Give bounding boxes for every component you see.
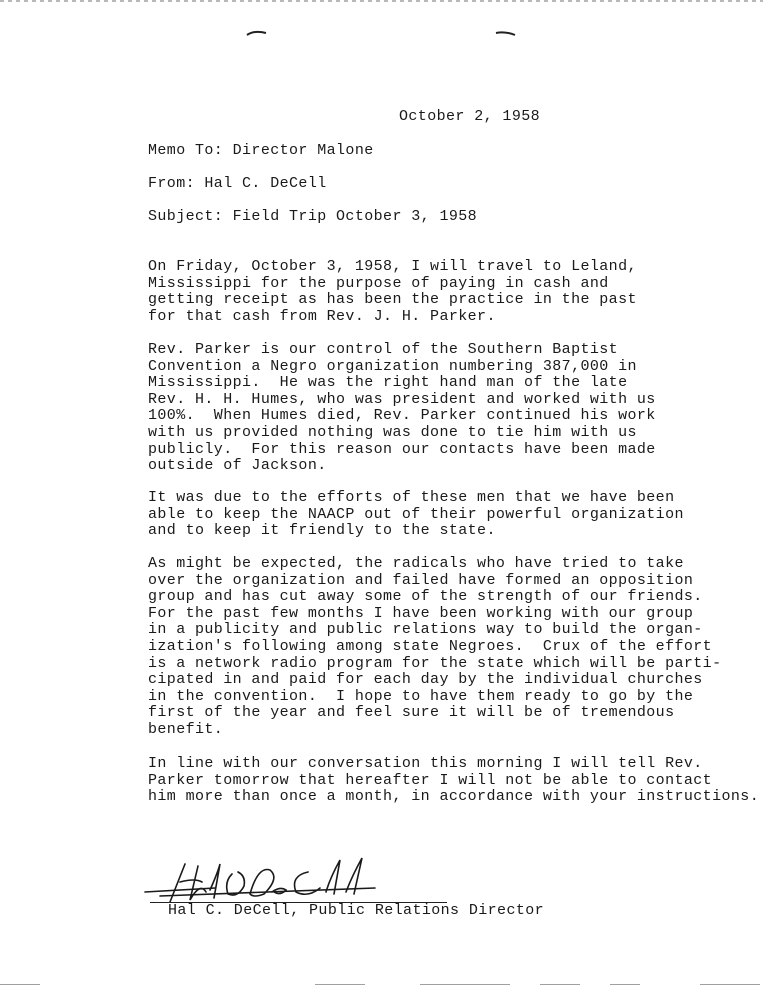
body-line: Rev. H. H. Humes, who was president and worked with us bbox=[148, 390, 656, 408]
memo-from-line: From: Hal C. DeCell bbox=[148, 175, 327, 192]
body-line: Mississippi. He was the right hand man of the late bbox=[148, 374, 628, 392]
bottom-edge-mark bbox=[0, 984, 40, 985]
body-line: with us provided nothing was done to tie him with us bbox=[148, 423, 637, 441]
body-line: getting receipt as has been the practice in the past bbox=[148, 291, 637, 309]
body-line: It was due to the efforts of these men that we have been bbox=[148, 489, 675, 506]
body-paragraph-4 bbox=[148, 556, 722, 739]
body-line: 100%. When Humes died, Rev. Parker continued his work bbox=[148, 407, 656, 425]
top-edge-dashes bbox=[0, 0, 763, 2]
body-line: Convention a Negro organization numbering 387,000 in bbox=[148, 357, 637, 375]
body-paragraph-5 bbox=[148, 756, 759, 806]
body-line: Mississippi for the purpose of paying in cash and bbox=[148, 274, 609, 292]
body-line: is a network radio program for the state which will be parti- bbox=[148, 654, 722, 672]
body-line: able to keep the NAACP out of their powerful organization bbox=[148, 505, 684, 523]
memo-date: October 2, 1958 bbox=[399, 108, 541, 125]
memo-subject-line: Subject: Field Trip October 3, 1958 bbox=[148, 208, 478, 225]
body-line: in the convention. I hope to have them ready to go by the bbox=[148, 687, 694, 705]
signature-typed-line: Hal C. DeCell, Public Relations Director bbox=[168, 902, 545, 919]
bottom-edge-mark bbox=[420, 984, 510, 985]
body-line: Rev. Parker is our control of the Southern Baptist bbox=[148, 341, 619, 358]
body-line: ization's following among state Negroes. Crux of the effort bbox=[148, 637, 713, 655]
body-paragraph-1 bbox=[148, 259, 637, 325]
bottom-edge-mark bbox=[700, 984, 760, 985]
body-line: first of the year and feel sure it will be of tremendous bbox=[148, 704, 675, 722]
body-line: publicly. For this reason our contacts have been made bbox=[148, 440, 656, 458]
bottom-edge-mark bbox=[315, 984, 365, 985]
body-paragraph-2 bbox=[148, 342, 656, 475]
body-line: for that cash from Rev. J. H. Parker. bbox=[148, 307, 496, 325]
body-line: benefit. bbox=[148, 720, 224, 738]
body-line: outside of Jackson. bbox=[148, 457, 327, 475]
body-line: On Friday, October 3, 1958, I will travel to Leland, bbox=[148, 258, 637, 275]
bottom-edge-mark bbox=[610, 984, 640, 985]
body-line: him more than once a month, in accordance with your instructions. bbox=[148, 788, 760, 806]
body-line: As might be expected, the radicals who have tried to take bbox=[148, 555, 684, 572]
bottom-edge-mark bbox=[540, 984, 580, 985]
body-line: For the past few months I have been working with our group bbox=[148, 604, 694, 622]
punch-mark-right-icon bbox=[495, 30, 517, 36]
body-line: in a publicity and public relations way to build the organ- bbox=[148, 621, 703, 639]
body-line: and to keep it friendly to the state. bbox=[148, 522, 496, 540]
body-line: group and has cut away some of the strength of our friends. bbox=[148, 588, 703, 606]
body-line: cipated in and paid for each day by the individual churches bbox=[148, 671, 703, 689]
body-line: In line with our conversation this morning I will tell Rev. bbox=[148, 755, 703, 772]
body-line: Parker tomorrow that hereafter I will not be able to contact bbox=[148, 771, 713, 789]
memo-to-line: Memo To: Director Malone bbox=[148, 142, 374, 159]
body-paragraph-3 bbox=[148, 490, 684, 540]
body-line: over the organization and failed have formed an opposition bbox=[148, 571, 694, 589]
punch-mark-left-icon bbox=[246, 30, 268, 36]
